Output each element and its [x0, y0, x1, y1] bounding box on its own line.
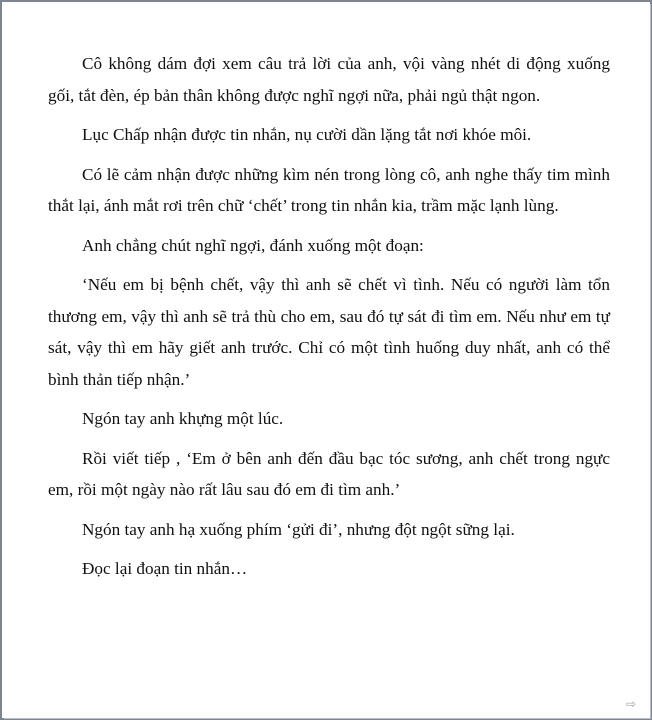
paragraph-4: Anh chẳng chút nghĩ ngợi, đánh xuống một đoạn:: [82, 235, 424, 255]
paragraph-3: Có lẽ cảm nhận được những kìm nén trong lòng cô, anh nghe thấy tim mình thắt lại, ánh mắt rơi trên chữ ‘chết’ trong tin nhắn kia, trầm mặc lạnh lùng.: [48, 164, 610, 215]
paragraph-7: Rồi viết tiếp , ‘Em ở bên anh đến đầu bạc tóc sương, anh chết trong ngực em, rồi một ngày nào rất lâu sau đó em đi tìm anh.’: [48, 448, 610, 499]
paragraph-1: Cô không dám đợi xem câu trả lời của anh, vội vàng nhét di động xuống gối, tắt đèn, ép bản thân không được nghĩ ngợi nữa, phải ngủ thật ngon.: [48, 54, 610, 105]
paragraph-9: Đọc lại đoạn tin nhắn…: [82, 559, 248, 578]
paragraph-2: Lục Chấp nhận được tin nhắn, nụ cười dần lặng tắt nơi khóe môi.: [82, 125, 532, 144]
document-body: [48, 48, 610, 593]
next-page-arrow-icon[interactable]: ⇨: [626, 697, 637, 711]
document-page: [4, 4, 651, 719]
paragraph-6: Ngón tay anh khựng một lúc.: [82, 409, 284, 428]
paragraph-8: Ngón tay anh hạ xuống phím ‘gửi đi’, nhưng đột ngột sững lại.: [82, 519, 515, 539]
paragraph-5: ‘Nếu em bị bệnh chết, vậy thì anh sẽ chết vì tình. Nếu có người làm tổn thương em, vậy thì anh sẽ trả thù cho em, sau đó tự sát đi tìm em. Nếu như em tự sát, vậy thì em hãy giết anh trước. Chỉ có một tình huống duy nhất, anh có thể bình thản tiếp nhận.’: [48, 275, 610, 389]
